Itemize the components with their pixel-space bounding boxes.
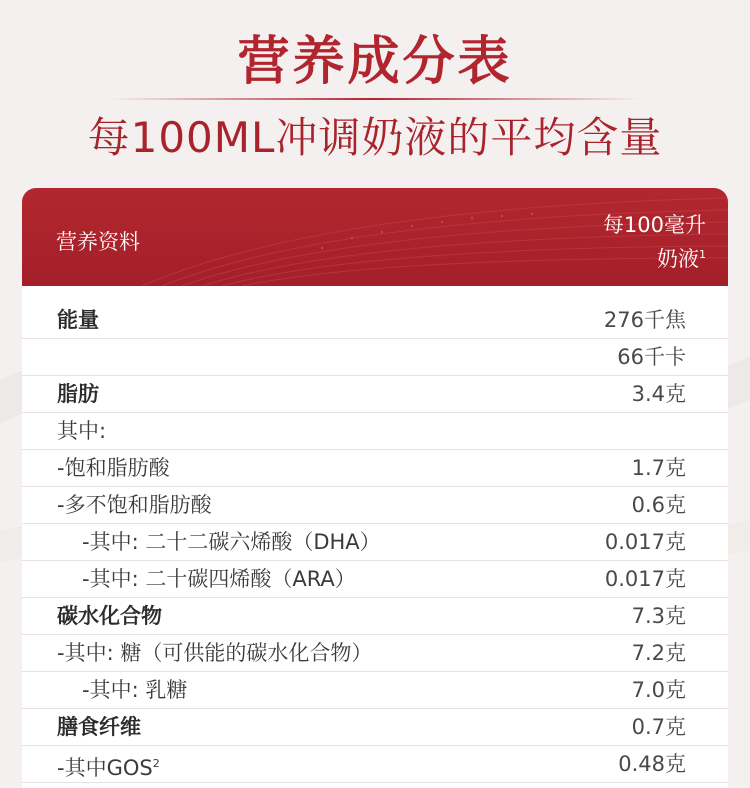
- footnote-marker: 2: [152, 757, 160, 770]
- nutrient-value: 0.017克: [604, 567, 686, 591]
- nutrient-value: 3.4克: [631, 382, 686, 406]
- nutrient-label-text: 能量: [57, 308, 99, 332]
- nutrient-value: 276千焦: [603, 308, 686, 332]
- nutrient-label: [57, 598, 162, 634]
- table-row: [22, 672, 728, 709]
- nutrient-label-text: 膳食纤维: [57, 715, 141, 739]
- table-header: [22, 188, 728, 286]
- header-per-100ml: [603, 210, 706, 274]
- header-per-100ml-line2: [603, 240, 706, 274]
- nutrient-value: 0.6克: [631, 493, 686, 517]
- table-row: [22, 746, 728, 783]
- table-row: [22, 339, 728, 376]
- header-nutrition-label: 营养资料: [56, 230, 140, 254]
- nutrient-label-text: 其中:: [57, 419, 107, 443]
- title-divider: [110, 98, 640, 100]
- nutrition-table: [22, 188, 728, 788]
- table-row: [22, 413, 728, 450]
- nutrient-value: 7.2克: [631, 641, 686, 665]
- table-row: [22, 524, 728, 561]
- nutrient-label: [82, 524, 381, 560]
- nutrient-value: 7.0克: [631, 678, 686, 702]
- table-row: [22, 487, 728, 524]
- nutrient-label: [57, 302, 99, 338]
- page-subtitle: 每100ML冲调奶液的平均含量: [87, 113, 663, 162]
- nutrient-label-text: 碳水化合物: [57, 604, 162, 628]
- header-per-100ml-line1: 每100毫升: [602, 213, 706, 237]
- page-title: 营养成分表: [237, 32, 513, 92]
- nutrient-label: [57, 746, 160, 786]
- nutrient-value: 1.7克: [631, 456, 686, 480]
- table-row: [22, 450, 728, 487]
- nutrient-label: [57, 709, 141, 745]
- nutrient-label: [82, 672, 187, 708]
- nutrient-label-text: -其中: 乳糖: [82, 678, 188, 702]
- nutrient-label-text: -其中: 二十二碳六烯酸（DHA）: [82, 530, 381, 554]
- nutrient-value: 7.3克: [631, 604, 686, 628]
- nutrient-label-text: -其中GOS: [57, 756, 153, 780]
- table-row: [22, 376, 728, 413]
- nutrient-label-text: -其中: 糖（可供能的碳水化合物）: [57, 641, 373, 665]
- header-footnote-marker: 1: [699, 248, 706, 261]
- nutrient-value: 0.017克: [604, 530, 686, 554]
- nutrient-value: 0.7克: [631, 715, 686, 739]
- nutrient-label: [82, 561, 356, 597]
- nutrient-label: [57, 487, 212, 523]
- table-row: [22, 302, 728, 339]
- nutrient-label: [57, 376, 99, 412]
- header-milk-label: 奶液: [657, 247, 699, 271]
- table-row: [22, 561, 728, 598]
- nutrient-value: 66千卡: [617, 345, 686, 369]
- nutrient-label-text: -饱和脂肪酸: [57, 456, 170, 480]
- nutrient-label: [57, 413, 106, 449]
- nutrient-label-text: -其中: 二十碳四烯酸（ARA）: [82, 567, 356, 591]
- table-row: [22, 709, 728, 746]
- nutrient-value: 0.48克: [618, 752, 686, 776]
- table-row: [22, 635, 728, 672]
- nutrient-label: [57, 635, 372, 671]
- table-body: [22, 302, 728, 783]
- nutrient-label: [57, 450, 170, 486]
- table-row: [22, 598, 728, 635]
- nutrient-label-text: -多不饱和脂肪酸: [57, 493, 212, 517]
- nutrient-label-text: 脂肪: [57, 382, 99, 406]
